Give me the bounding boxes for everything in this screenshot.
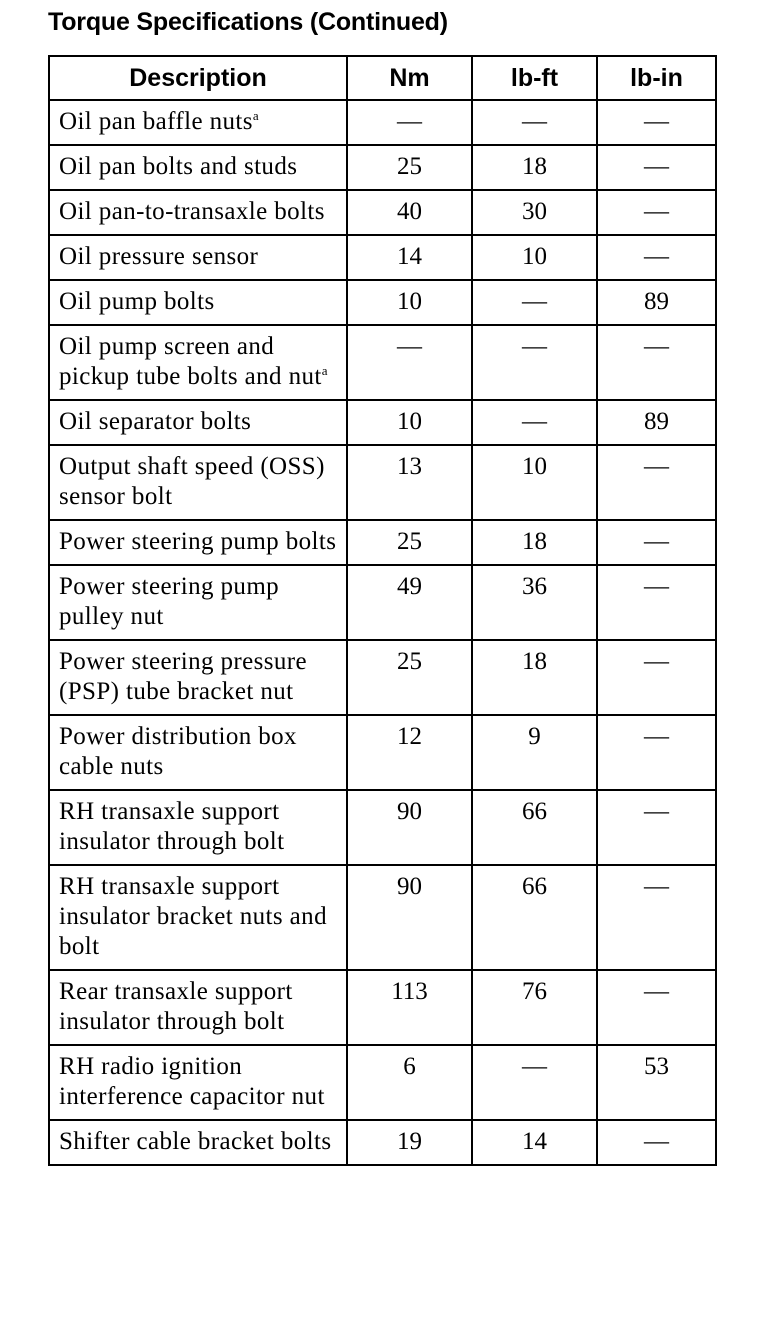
table-row bbox=[49, 100, 716, 145]
description-cell bbox=[49, 715, 347, 790]
lb-in-value-cell: 89 bbox=[597, 280, 716, 325]
lb-ft-value-cell: — bbox=[472, 400, 597, 445]
description-text: RH radio ignition interference capacitor nut bbox=[59, 1053, 325, 1110]
description-cell bbox=[49, 865, 347, 970]
description-text: RH transaxle support insulator bracket nuts and bolt bbox=[59, 873, 327, 960]
description-text: Oil separator bolts bbox=[59, 408, 252, 435]
table-row bbox=[49, 640, 716, 715]
nm-value-cell: 90 bbox=[347, 790, 472, 865]
nm-value-cell: — bbox=[347, 100, 472, 145]
description-cell bbox=[49, 790, 347, 865]
nm-value-cell: 13 bbox=[347, 445, 472, 520]
lb-in-value-cell: — bbox=[597, 640, 716, 715]
nm-value-cell: 10 bbox=[347, 280, 472, 325]
table-row bbox=[49, 865, 716, 970]
nm-value-cell: 12 bbox=[347, 715, 472, 790]
description-cell bbox=[49, 400, 347, 445]
description-text: Oil pan-to-transaxle bolts bbox=[59, 198, 325, 225]
lb-in-value-cell: — bbox=[597, 325, 716, 400]
lb-in-value-cell: — bbox=[597, 100, 716, 145]
description-cell bbox=[49, 445, 347, 520]
description-cell bbox=[49, 1120, 347, 1165]
description-text: Oil pressure sensor bbox=[59, 243, 259, 270]
description-cell bbox=[49, 235, 347, 280]
lb-ft-value-cell: — bbox=[472, 325, 597, 400]
column-header-description: Description bbox=[49, 56, 347, 100]
nm-value-cell: 25 bbox=[347, 520, 472, 565]
lb-ft-value-cell: 10 bbox=[472, 235, 597, 280]
column-header-lb-in: lb-in bbox=[597, 56, 716, 100]
description-cell bbox=[49, 1045, 347, 1120]
footnote-marker: a bbox=[252, 108, 260, 123]
description-cell bbox=[49, 640, 347, 715]
lb-ft-value-cell: 30 bbox=[472, 190, 597, 235]
nm-value-cell: 90 bbox=[347, 865, 472, 970]
footnote-marker: a bbox=[321, 363, 328, 378]
description-text: Oil pump bolts bbox=[59, 288, 215, 315]
description-text: Oil pump screen and pickup tube bolts and nut bbox=[59, 333, 322, 390]
lb-ft-value-cell: 18 bbox=[472, 640, 597, 715]
table-row bbox=[49, 325, 716, 400]
lb-ft-value-cell: — bbox=[472, 100, 597, 145]
column-header-nm: Nm bbox=[347, 56, 472, 100]
description-text: Oil pan bolts and studs bbox=[59, 153, 298, 180]
description-cell bbox=[49, 145, 347, 190]
lb-ft-value-cell: — bbox=[472, 280, 597, 325]
lb-ft-value-cell: 10 bbox=[472, 445, 597, 520]
lb-in-value-cell: — bbox=[597, 565, 716, 640]
lb-in-value-cell: — bbox=[597, 145, 716, 190]
nm-value-cell: 40 bbox=[347, 190, 472, 235]
lb-ft-value-cell: 9 bbox=[472, 715, 597, 790]
description-text: Rear transaxle support insulator through bolt bbox=[59, 978, 293, 1035]
table-row bbox=[49, 565, 716, 640]
lb-in-value-cell: — bbox=[597, 790, 716, 865]
nm-value-cell: 113 bbox=[347, 970, 472, 1045]
nm-value-cell: 25 bbox=[347, 640, 472, 715]
description-text: Shifter cable bracket bolts bbox=[59, 1128, 332, 1155]
description-cell bbox=[49, 520, 347, 565]
nm-value-cell: 14 bbox=[347, 235, 472, 280]
table-row bbox=[49, 970, 716, 1045]
table-row bbox=[49, 235, 716, 280]
description-cell bbox=[49, 325, 347, 400]
lb-in-value-cell: 89 bbox=[597, 400, 716, 445]
nm-value-cell: 19 bbox=[347, 1120, 472, 1165]
table-row bbox=[49, 145, 716, 190]
description-cell bbox=[49, 565, 347, 640]
lb-in-value-cell: — bbox=[597, 190, 716, 235]
lb-in-value-cell: — bbox=[597, 1120, 716, 1165]
table-row bbox=[49, 1120, 716, 1165]
table-row bbox=[49, 190, 716, 235]
nm-value-cell: 25 bbox=[347, 145, 472, 190]
lb-in-value-cell: — bbox=[597, 715, 716, 790]
table-row bbox=[49, 445, 716, 520]
lb-ft-value-cell: 66 bbox=[472, 790, 597, 865]
description-text: RH transaxle support insulator through bolt bbox=[59, 798, 285, 855]
lb-ft-value-cell: 14 bbox=[472, 1120, 597, 1165]
torque-spec-table bbox=[48, 55, 717, 1166]
table-body bbox=[49, 100, 716, 1165]
lb-ft-value-cell: 66 bbox=[472, 865, 597, 970]
nm-value-cell: 49 bbox=[347, 565, 472, 640]
table-row bbox=[49, 400, 716, 445]
description-cell bbox=[49, 970, 347, 1045]
lb-ft-value-cell: 76 bbox=[472, 970, 597, 1045]
table-row bbox=[49, 715, 716, 790]
lb-in-value-cell: — bbox=[597, 865, 716, 970]
description-text: Power steering pump bolts bbox=[59, 528, 337, 555]
nm-value-cell: 6 bbox=[347, 1045, 472, 1120]
description-cell bbox=[49, 190, 347, 235]
description-cell bbox=[49, 100, 347, 145]
table-row bbox=[49, 280, 716, 325]
nm-value-cell: — bbox=[347, 325, 472, 400]
nm-value-cell: 10 bbox=[347, 400, 472, 445]
description-text: Output shaft speed (OSS) sensor bolt bbox=[59, 453, 325, 510]
header-row bbox=[49, 56, 716, 100]
lb-ft-value-cell: 18 bbox=[472, 145, 597, 190]
lb-ft-value-cell: — bbox=[472, 1045, 597, 1120]
table-row bbox=[49, 1045, 716, 1120]
description-text: Power steering pressure (PSP) tube bracket nut bbox=[59, 648, 308, 705]
description-text: Oil pan baffle nuts bbox=[59, 108, 253, 135]
lb-in-value-cell: — bbox=[597, 445, 716, 520]
lb-in-value-cell: — bbox=[597, 970, 716, 1045]
lb-ft-value-cell: 18 bbox=[472, 520, 597, 565]
description-text: Power distribution box cable nuts bbox=[59, 723, 297, 780]
lb-in-value-cell: — bbox=[597, 235, 716, 280]
column-header-lb-ft: lb-ft bbox=[472, 56, 597, 100]
description-cell bbox=[49, 280, 347, 325]
table-row bbox=[49, 790, 716, 865]
lb-in-value-cell: 53 bbox=[597, 1045, 716, 1120]
description-text: Power steering pump pulley nut bbox=[59, 573, 280, 630]
page-title: Torque Specifications (Continued) bbox=[48, 8, 448, 36]
lb-in-value-cell: — bbox=[597, 520, 716, 565]
table-row bbox=[49, 520, 716, 565]
lb-ft-value-cell: 36 bbox=[472, 565, 597, 640]
